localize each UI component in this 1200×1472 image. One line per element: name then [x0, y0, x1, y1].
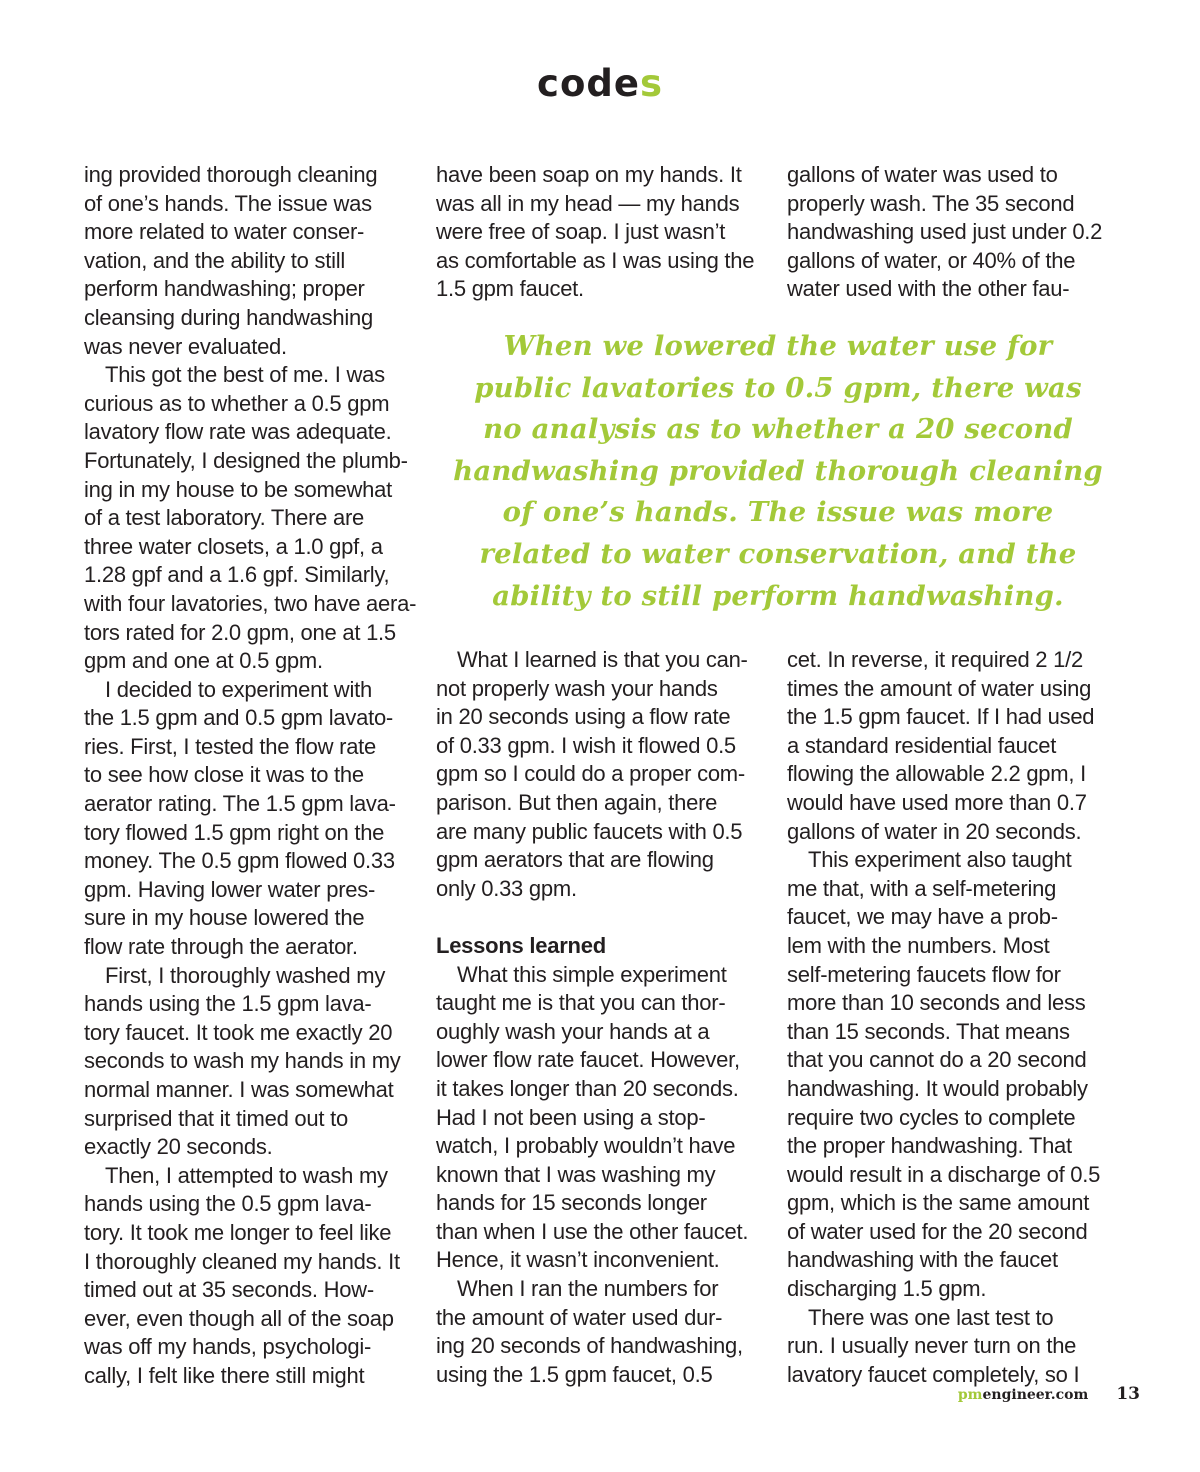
text-line: it takes longer than 20 seconds.: [436, 1075, 739, 1101]
text-line: gpm, which is the same amount: [787, 1190, 1090, 1216]
text-line: This experiment also taught: [808, 847, 1072, 873]
text-line: normal manner. I was somewhat: [84, 1077, 394, 1102]
text-line: gallons of water was used to: [787, 162, 1058, 187]
text-line: tory flowed 1.5 gpm right on the: [84, 819, 385, 845]
article-column-3-top: [787, 161, 1132, 304]
text-line: than 15 seconds. That means: [787, 1018, 1070, 1044]
text-line: sure in my house lowered the: [84, 905, 365, 931]
text-line: What this simple experiment: [457, 961, 727, 987]
text-line: gallons of water, or 40% of the: [787, 247, 1076, 273]
text-line: surprised that it timed out to: [84, 1105, 348, 1131]
text-line: me that, with a self-metering: [787, 875, 1057, 901]
text-line: the 1.5 gpm and 0.5 gpm lavato-: [84, 705, 394, 731]
text-line: more than 10 seconds and less: [787, 990, 1086, 1016]
text-line: cally, I felt like there still might: [84, 1362, 365, 1388]
text-line: run. I usually never turn on the: [787, 1333, 1077, 1359]
page-footer: [958, 1384, 1140, 1404]
text-line: handwashing. It would probably: [787, 1075, 1088, 1101]
text-line: ing provided thorough cleaning: [84, 162, 378, 187]
article-column-1: [84, 161, 429, 1391]
text-line: more related to water conser-: [84, 219, 365, 245]
page-number: 13: [1116, 1384, 1140, 1404]
text-line: known that I was washing my: [436, 1161, 716, 1187]
article-column-2-bottom: [436, 646, 781, 1389]
text-line: flowing the allowable 2.2 gpm, I: [787, 761, 1086, 787]
text-line: parison. But then again, there: [436, 789, 718, 815]
text-line: 1.28 gpf and a 1.6 gpf. Similarly,: [84, 562, 390, 588]
text-line: were free of soap. I just wasn’t: [436, 219, 726, 245]
pull-quote-line: of one’s hands. The issue was more: [502, 496, 1054, 529]
text-line: exactly 20 seconds.: [84, 1134, 273, 1160]
text-line: lavatory flow rate was adequate.: [84, 419, 392, 445]
text-line: three water closets, a 1.0 gpf, a: [84, 533, 383, 559]
text-line: lavatory faucet completely, so I: [787, 1361, 1080, 1387]
text-line: Had I not been using a stop-: [436, 1104, 706, 1130]
section-title: [0, 62, 1200, 105]
text-line: self-metering faucets flow for: [787, 961, 1061, 987]
footer-site-accent: pm: [957, 1387, 983, 1403]
text-line: handwashing used just under 0.2: [787, 219, 1103, 245]
pull-quote: [432, 326, 1124, 617]
text-line: ries. First, I tested the flow rate: [84, 733, 377, 759]
text-line: with four lavatories, two have aera-: [84, 590, 417, 616]
text-line: discharging 1.5 gpm.: [787, 1276, 987, 1302]
text-line: would result in a discharge of 0.5: [787, 1161, 1101, 1187]
text-line: faucet, we may have a prob-: [787, 904, 1058, 930]
text-line: as comfortable as I was using the: [436, 247, 755, 273]
text-line: vation, and the ability to still: [84, 247, 346, 273]
text-line: gpm aerators that are flowing: [436, 847, 714, 873]
text-line: aerator rating. The 1.5 gpm lava-: [84, 791, 396, 817]
text-line: curious as to whether a 0.5 gpm: [84, 390, 390, 416]
pull-quote-line: handwashing provided thorough cleaning: [453, 454, 1103, 487]
text-line: hands for 15 seconds longer: [436, 1190, 707, 1216]
text-line: When I ran the numbers for: [457, 1276, 719, 1302]
text-line: hands using the 1.5 gpm lava-: [84, 991, 372, 1017]
text-line: Hence, it wasn’t inconvenient.: [436, 1247, 720, 1273]
text-line: of 0.33 gpm. I wish it flowed 0.5: [436, 732, 736, 758]
text-line: tory. It took me longer to feel like: [84, 1219, 392, 1245]
text-line: the 1.5 gpm faucet. If I had used: [787, 704, 1095, 730]
text-line: cleansing during handwashing: [84, 304, 373, 330]
text-line: Then, I attempted to wash my: [105, 1162, 388, 1188]
text-line: tory faucet. It took me exactly 20: [84, 1019, 393, 1045]
text-line: of water used for the 20 second: [787, 1218, 1088, 1244]
section-title-accent: s: [639, 62, 663, 105]
text-line: cet. In reverse, it required 2 1/2: [787, 647, 1083, 672]
text-line: hands using the 0.5 gpm lava-: [84, 1191, 372, 1217]
article-column-3-bottom: [787, 646, 1132, 1389]
text-line: that you cannot do a 20 second: [787, 1047, 1087, 1073]
text-line: using the 1.5 gpm faucet, 0.5: [436, 1361, 713, 1387]
text-line: a standard residential faucet: [787, 732, 1057, 758]
pull-quote-line: When we lowered the water use for: [503, 330, 1053, 362]
text-line: would have used more than 0.7: [787, 789, 1087, 815]
article-column-2-top: [436, 161, 781, 304]
text-line: [436, 903, 781, 932]
subheading: Lessons learned: [436, 932, 606, 958]
text-line: lem with the numbers. Most: [787, 932, 1050, 958]
text-line: of one’s hands. The issue was: [84, 190, 372, 216]
text-line: gpm. Having lower water pres-: [84, 876, 376, 902]
footer-site-name: engineer.com: [982, 1387, 1089, 1403]
pull-quote-line: no analysis as to whether a 20 second: [483, 413, 1073, 446]
text-line: the proper handwashing. That: [787, 1133, 1072, 1159]
text-line: What I learned is that you can-: [457, 647, 748, 672]
text-line: timed out at 35 seconds. How-: [84, 1277, 374, 1303]
text-line: to see how close it was to the: [84, 762, 364, 788]
text-line: was off my hands, psychologi-: [84, 1334, 372, 1360]
text-line: I thoroughly cleaned my hands. It: [84, 1248, 400, 1274]
text-line: ing in my house to be somewhat: [84, 476, 393, 502]
text-line: gpm so I could do a proper com-: [436, 761, 745, 787]
text-line: ever, even though all of the soap: [84, 1305, 394, 1331]
section-title-main: code: [537, 62, 640, 105]
text-line: watch, I probably wouldn’t have: [436, 1133, 736, 1159]
text-line: times the amount of water using: [787, 675, 1092, 701]
text-line: flow rate through the aerator.: [84, 934, 358, 960]
text-line: lower flow rate faucet. However,: [436, 1047, 740, 1073]
text-line: Fortunately, I designed the plumb-: [84, 447, 408, 473]
text-line: than when I use the other faucet.: [436, 1218, 749, 1244]
text-line: of a test laboratory. There are: [84, 505, 365, 531]
text-line: water used with the other fau-: [787, 276, 1070, 302]
text-line: properly wash. The 35 second: [787, 190, 1075, 216]
text-line: gallons of water in 20 seconds.: [787, 818, 1082, 844]
text-line: gpm and one at 0.5 gpm.: [84, 648, 323, 674]
text-line: was all in my head — my hands: [436, 190, 740, 216]
pull-quote-line: related to water conservation, and the: [479, 537, 1077, 570]
text-line: was never evaluated.: [84, 333, 287, 359]
text-line: are many public faucets with 0.5: [436, 818, 743, 844]
text-line: There was one last test to: [808, 1304, 1054, 1330]
text-line: require two cycles to complete: [787, 1104, 1076, 1130]
text-line: taught me is that you can thor-: [436, 990, 726, 1016]
text-line: seconds to wash my hands in my: [84, 1048, 401, 1074]
text-line: ing 20 seconds of handwashing,: [436, 1333, 743, 1359]
text-line: 1.5 gpm faucet.: [436, 276, 584, 302]
pull-quote-line: public lavatories to 0.5 gpm, there was: [474, 371, 1082, 404]
text-line: the amount of water used dur-: [436, 1304, 723, 1330]
text-line: perform handwashing; proper: [84, 276, 365, 302]
text-line: I decided to experiment with: [105, 676, 372, 702]
text-line: only 0.33 gpm.: [436, 875, 577, 901]
pull-quote-line: ability to still perform handwashing.: [492, 579, 1064, 612]
text-line: not properly wash your hands: [436, 675, 718, 701]
text-line: have been soap on my hands. It: [436, 162, 742, 187]
text-line: in 20 seconds using a flow rate: [436, 704, 731, 730]
text-line: handwashing with the faucet: [787, 1247, 1058, 1273]
text-line: First, I thoroughly washed my: [105, 962, 386, 988]
text-line: tors rated for 2.0 gpm, one at 1.5: [84, 619, 396, 645]
text-line: oughly wash your hands at a: [436, 1018, 710, 1044]
text-line: This got the best of me. I was: [105, 362, 385, 388]
text-line: money. The 0.5 gpm flowed 0.33: [84, 848, 395, 874]
